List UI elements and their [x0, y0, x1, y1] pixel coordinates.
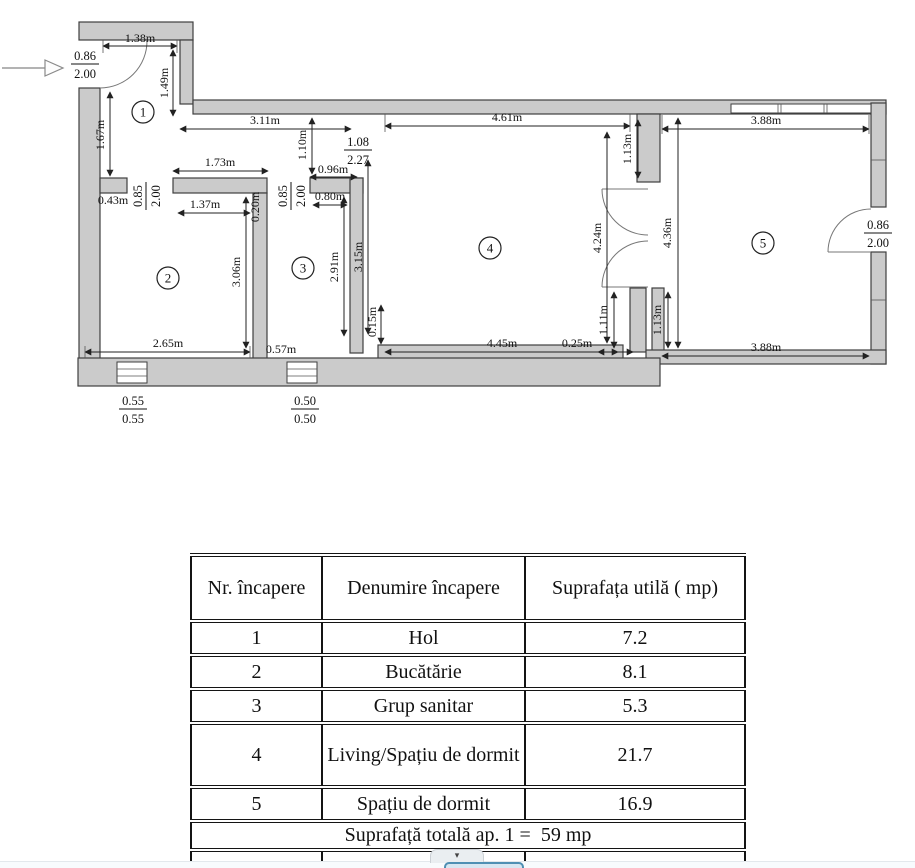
col-header-nr: Nr. încapere — [191, 555, 322, 621]
dimension-label: 3.15m — [351, 241, 365, 273]
window-icon — [117, 362, 147, 383]
cell-nr: 4 — [191, 723, 322, 787]
cell-area: 8.1 — [525, 655, 745, 689]
room-number — [752, 232, 774, 254]
svg-text:0.86: 0.86 — [74, 49, 96, 63]
area-table — [190, 553, 746, 866]
dimension-label: 3.06m — [229, 256, 243, 288]
entrance-door-arc — [100, 41, 147, 88]
svg-text:2.00: 2.00 — [149, 185, 163, 207]
dimension-label: 0.20m — [248, 191, 262, 223]
fraction-label — [291, 394, 319, 426]
dimension-label: 4.45m — [486, 336, 518, 350]
col-header-name: Denumire încapere — [322, 555, 525, 621]
cell-nr: 3 — [191, 689, 322, 723]
window-icon — [731, 104, 871, 113]
fraction-label — [344, 135, 372, 167]
cell-area: 21.7 — [525, 723, 745, 787]
svg-text:0.85: 0.85 — [131, 185, 145, 207]
fraction-label — [864, 218, 892, 250]
dimension-label: 0.43m — [97, 193, 129, 207]
window-icon — [287, 362, 317, 383]
dimension-label: 1.67m — [93, 119, 107, 151]
svg-text:0.86: 0.86 — [867, 218, 889, 232]
table-header-row — [191, 555, 745, 621]
double-door-arc — [602, 189, 648, 235]
table-footer-row — [191, 821, 745, 850]
svg-text:2.00: 2.00 — [867, 236, 889, 250]
dimension-label: 2.91m — [327, 251, 341, 283]
dimension-label: 4.61m — [491, 110, 523, 124]
table-row — [191, 787, 745, 821]
dimension-label: 3.88m — [750, 340, 782, 354]
dimension-label: 1.37m — [189, 197, 221, 211]
cell-area: 5.3 — [525, 689, 745, 723]
area-table-wrap — [190, 553, 744, 866]
dimension-label: 0.25m — [561, 336, 593, 350]
cell-name: Bucătărie — [322, 655, 525, 689]
svg-text:1.08: 1.08 — [347, 135, 369, 149]
cell-nr: 1 — [191, 621, 322, 655]
dimension-label: 4.24m — [590, 222, 604, 254]
room-number — [479, 237, 501, 259]
dimension-label: 1.13m — [620, 133, 634, 165]
cell-area: 7.2 — [525, 621, 745, 655]
room5-door-arc — [828, 209, 871, 252]
table-row-tall — [191, 723, 745, 787]
fraction-label — [131, 182, 163, 210]
dimension-label: 3.88m — [750, 113, 782, 127]
col-header-area: Suprafața utilă ( mp) — [525, 555, 745, 621]
room-number — [292, 257, 314, 279]
cell-name: Grup sanitar — [322, 689, 525, 723]
svg-text:2.27: 2.27 — [347, 153, 369, 167]
cell-name: Living/Spațiu de dormit — [322, 723, 525, 787]
dimension-label: 1.73m — [204, 155, 236, 169]
fraction-label — [119, 394, 147, 426]
dimension-label: 1.11m — [596, 305, 610, 335]
dimension-label: 0.15m — [365, 306, 379, 338]
svg-text:0.55: 0.55 — [122, 412, 144, 426]
dimension-label: 4.36m — [660, 217, 674, 249]
pull-tab[interactable] — [430, 849, 484, 863]
cell-name: Hol — [322, 621, 525, 655]
total-area-cell: Suprafață totală ap. 1 = 59 mp — [191, 821, 745, 850]
dimension-label: 2.65m — [152, 336, 184, 350]
svg-text:1: 1 — [139, 104, 147, 120]
dimension-label: 0.96m — [317, 162, 349, 176]
table-body — [191, 621, 745, 821]
table-row — [191, 655, 745, 689]
svg-text:0.85: 0.85 — [276, 185, 290, 207]
dimension-label: 0.57m — [265, 342, 297, 356]
bottom-button[interactable] — [444, 862, 524, 868]
dimension-label: 1.13m — [650, 304, 664, 336]
svg-text:2.00: 2.00 — [74, 67, 96, 81]
dimension-label: 1.10m — [295, 129, 309, 161]
svg-text:2.00: 2.00 — [294, 185, 308, 207]
svg-text:0.50: 0.50 — [294, 412, 316, 426]
cell-area: 16.9 — [525, 787, 745, 821]
entrance-arrow — [2, 60, 63, 76]
svg-text:5: 5 — [759, 235, 767, 251]
table-row — [191, 621, 745, 655]
table-row — [191, 689, 745, 723]
svg-text:3: 3 — [299, 260, 307, 276]
svg-text:0.50: 0.50 — [294, 394, 316, 408]
double-door-arc — [602, 241, 648, 287]
dimension-label: 3.11m — [250, 113, 280, 127]
room-number — [157, 267, 179, 289]
dimension-label: 0.80m — [314, 189, 346, 203]
fraction-label — [276, 182, 308, 210]
chevron-down-icon: ▾ — [454, 851, 460, 861]
cell-nr: 2 — [191, 655, 322, 689]
fraction-label — [71, 49, 99, 81]
svg-text:0.55: 0.55 — [122, 394, 144, 408]
dimension-label: 1.49m — [157, 67, 171, 99]
svg-text:4: 4 — [486, 240, 494, 256]
dimension-label: 1.38m — [124, 31, 156, 45]
svg-text:2: 2 — [164, 270, 172, 286]
cell-nr: 5 — [191, 787, 322, 821]
room-number — [132, 101, 154, 123]
cell-name: Spațiu de dormit — [322, 787, 525, 821]
